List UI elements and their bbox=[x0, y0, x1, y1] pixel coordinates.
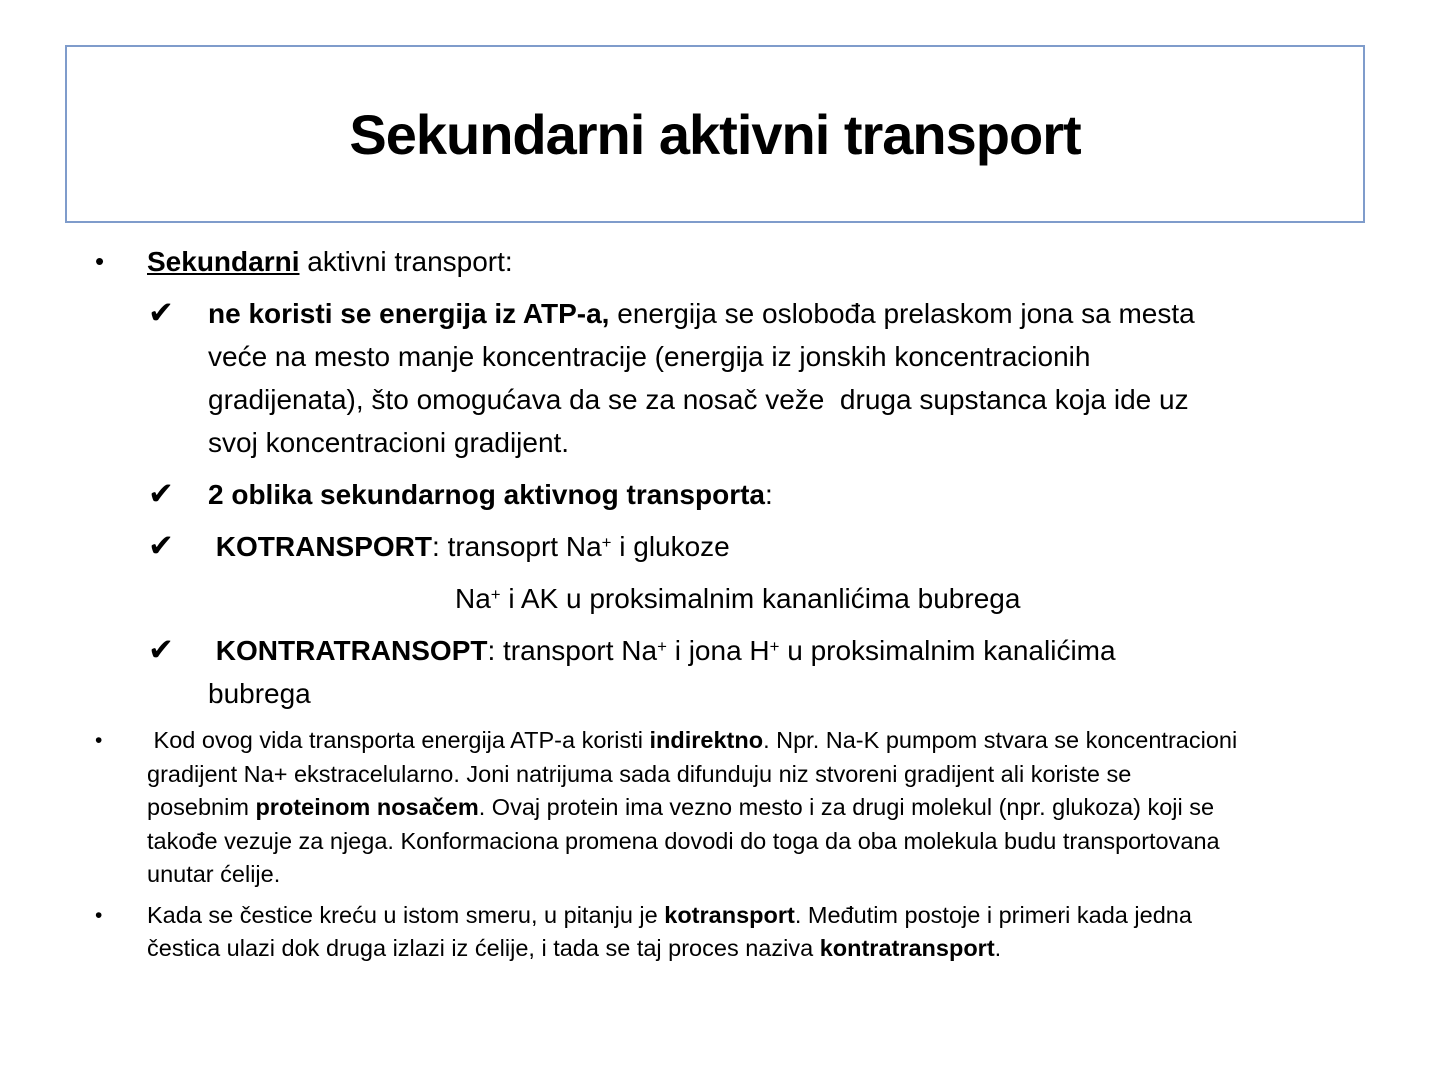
text-content: Na+ i AK u proksimalnim kananlićima bubrega bbox=[455, 583, 1021, 614]
text-content: Kada se čestice kreću u istom smeru, u pitanju je kotransport. Međutim postoje i primeri kada jedna čestica ulazi dok druga izlazi iz ćelije, i tada se taj proces naziva kontratransport. bbox=[147, 901, 1192, 961]
check-item bbox=[148, 629, 1440, 715]
bullet-item bbox=[95, 899, 1440, 966]
check-icon: ✔ bbox=[148, 632, 174, 668]
indent-line bbox=[455, 577, 1440, 620]
bullet-dot-icon: • bbox=[95, 729, 103, 752]
slide-body bbox=[0, 240, 1440, 973]
text-content: Sekundarni aktivni transport: bbox=[147, 246, 513, 277]
text-content: KONTRATRANSOPT: transport Na+ i jona H+ u proksimalnim kanalićima bubrega bbox=[208, 635, 1116, 709]
bullet-item bbox=[95, 240, 1440, 283]
check-item bbox=[148, 473, 1440, 516]
check-item bbox=[148, 292, 1440, 464]
bullet-dot-icon: • bbox=[95, 246, 105, 276]
text-content: KOTRANSPORT: transoprt Na+ i glukoze bbox=[208, 531, 730, 562]
bullet-item bbox=[95, 724, 1440, 892]
check-icon: ✔ bbox=[148, 295, 174, 331]
title-box bbox=[65, 45, 1365, 223]
check-icon: ✔ bbox=[148, 528, 174, 564]
text-content: ne koristi se energija iz ATP-a, energija se oslobođa prelaskom jona sa mesta veće na mesto manje koncentracije (energija iz jonskih koncentracionih gradijenata), što omogućava da se za nosač veže druga supstanca koja ide uz svoj koncentracioni gradijent. bbox=[208, 298, 1195, 458]
check-item bbox=[148, 525, 1440, 568]
text-content: Kod ovog vida transporta energija ATP-a koristi indirektno. Npr. Na-K pumpom stvara se koncentracioni gradijent Na+ ekstracelularno. Joni natrijuma sada difunduju niz stvoreni gradijent ali koriste se posebnim proteinom nosačem. Ovaj protein ima vezno mesto i za drugi molekul (npr. glukoza) koji se takođe vezuje za njega. Konformaciona promena dovodi do toga da oba molekula budu transportovana unutar ćelije. bbox=[147, 727, 1238, 887]
bullet-dot-icon: • bbox=[95, 903, 103, 927]
check-icon: ✔ bbox=[148, 476, 174, 512]
slide-title: Sekundarni aktivni transport bbox=[349, 102, 1081, 166]
text-content: 2 oblika sekundarnog aktivnog transporta: bbox=[208, 479, 773, 510]
